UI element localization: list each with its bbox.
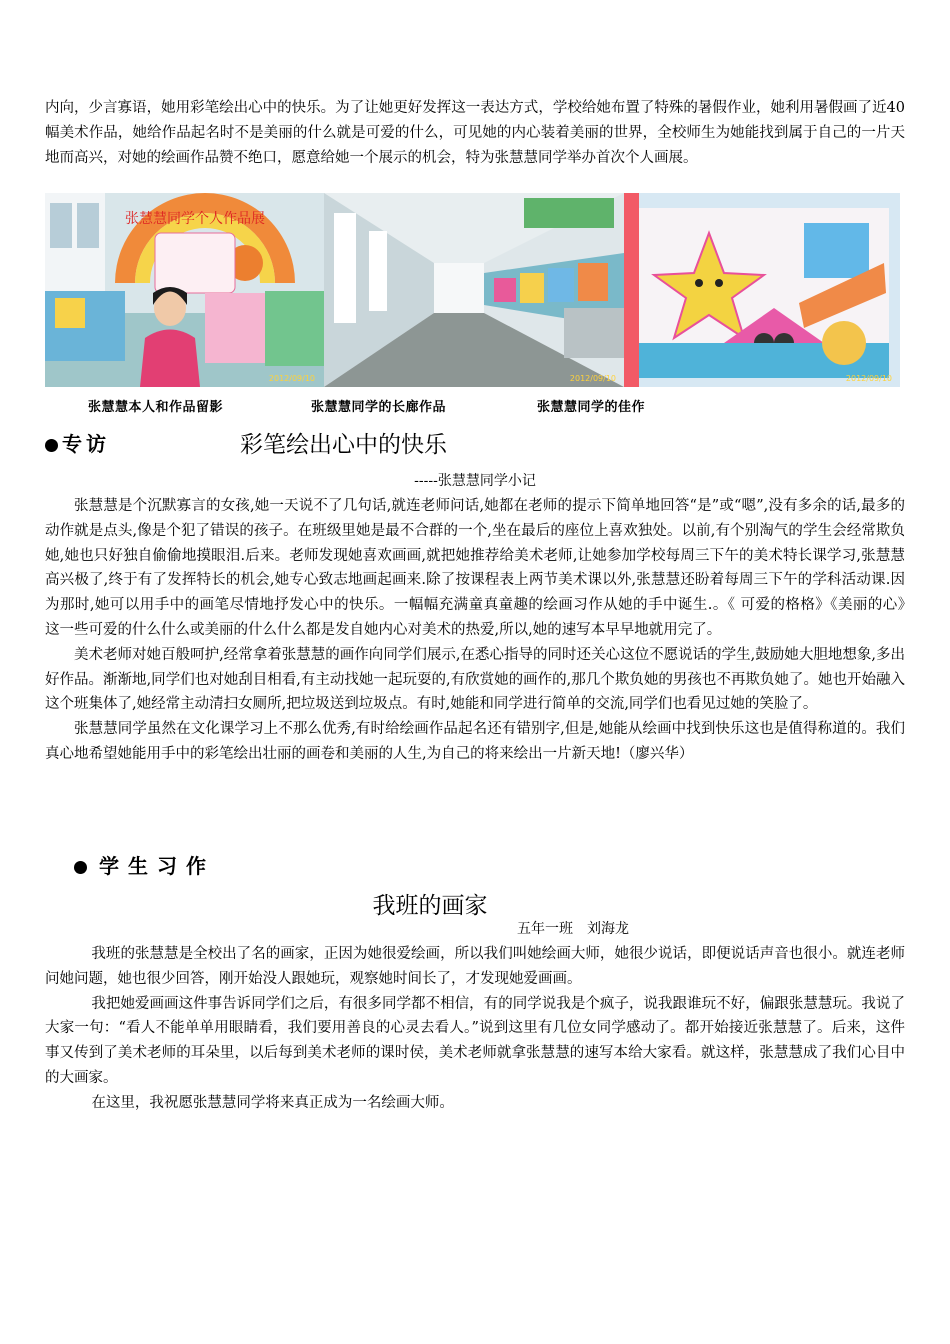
photo-corridor (324, 193, 624, 387)
essay-paragraph: 我把她爱画画这件事告诉同学们之后，有很多同学都不相信，有的同学说我是个疯子，说我跟谁玩不好，偏跟张慧慧玩。我说了大家一句：“看人不能单单用眼睛看，我们要用善良的心灵去看人。”说到这里有几位女同学感动了。都开始接近张慧慧了。后来，这件事又传到了美术老师的耳朵里，以后每到美术老师的课时侯，美术老师就拿张慧慧的速写本给大家看。就这样，张慧慧成了我们心目中的大画家。 (45, 995, 905, 1086)
intro-paragraph: 内向，少言寡语，她用彩笔绘出心中的快乐。为了让她更好发挥这一表达方式，学校给她布置了特殊的暑假作业，她利用暑假画了近40幅美术作品，她给作品起名时不是美丽的什么就是可爱的什么，可见她的内心装着美丽的世界，全校师生为她能找到属于自己的一片天地而高兴，对她的绘画作品赞不绝口，愿意给她一个展示的机会，特为张慧慧同学举办首次个人画展。 (45, 100, 905, 166)
photo-stamp: 2012/09/10 (569, 374, 616, 383)
bullet-icon (45, 439, 58, 452)
photo-caption: 张慧慧同学的佳作 (537, 400, 646, 415)
article-subtitle: -----张慧慧同学小记 (414, 473, 536, 489)
photo-strip (45, 193, 900, 387)
photo-stamp: 2012/09/10 (268, 374, 315, 383)
essay-paragraph: 在这里，我祝愿张慧慧同学将来真正成为一名绘画大师。 (91, 1094, 454, 1111)
photo-caption: 张慧慧同学的长廊作品 (311, 400, 447, 415)
section-heading-interview: 专访 (45, 428, 110, 457)
bullet-icon (74, 861, 87, 874)
article-title: 彩笔绘出心中的快乐 (240, 432, 447, 458)
photo-artwork (624, 193, 900, 387)
article-body (45, 494, 934, 767)
photo-girl-with-works (45, 193, 324, 387)
section-heading-student-work: 学生习作 (74, 850, 215, 879)
banner-text: 张慧慧同学个人作品展 (125, 211, 265, 227)
essay-paragraph: 我班的张慧慧是全校出了名的画家，正因为她很爱绘画，所以我们叫她绘画大师，她很少说话，即便说话声音也很小。就连老师问她问题，她也很少回答，刚开始没人跟她玩，观察她时间长了，才发现她爱画画。 (45, 946, 905, 987)
photo-caption: 张慧慧本人和作品留影 (88, 400, 224, 415)
essay-body (45, 942, 905, 1116)
article-paragraph: 张慧慧同学虽然在文化课学习上不那么优秀,有时给绘画作品起名还有错别字,但是,她能从绘画中找到快乐这也是值得称道的。我们真心地希望她能用手中的彩笔绘出壮丽的画卷和美丽的人生,为自己的将来绘出一片新天地!（廖兴华） (45, 721, 905, 762)
article-paragraph: 美术老师对她百般呵护,经常拿着张慧慧的画作向同学们展示,在悉心指导的同时还关心这位不愿说话的学生,鼓励她大胆地想象,多出好作品。渐渐地,同学们也对她刮目相看,有主动找她一起玩耍的,有欣赏她的画作的,那几个欺负她的男孩也不再欺负她了。她也开始融入这个班集体了,她经常主动清扫女厕所,把垃圾送到垃圾点。有时,她能和同学进行简单的交流,同学们也看见过她的笑脸了。 (45, 646, 905, 713)
photo-stamp: 2012/09/10 (845, 374, 892, 383)
article-paragraph: 张慧慧是个沉默寡言的女孩,她一天说不了几句话,就连老师问话,她都在老师的提示下简单地回答“是”或“嗯”,没有多余的话,最多的动作就是点头,像是个犯了错误的孩子。在班级里她是最不合群的一个,坐在最后的座位上喜欢独处。以前,有个别淘气的学生会经常欺负她,她也只好独自偷偷地摸眼泪.后来。老师发现她喜欢画画,就把她推荐给美术老师,让她参加学校每周三下午的美术特长课学习,张慧慧高兴极了,终于有了发挥特长的机会,她专心致志地画起画来.除了按课程表上两节美术课以外,张慧慧还盼着每周三下午的学科活动课.因为那时,她可以用手中的画笔尽情地抒发心中的快乐。一幅幅充满童真童趣的绘画习作从她的手中诞生.。《 可爱的格格》《美丽的心》 这一些可爱的什么什么或美丽的什么什么都是发自她内心对美术的热爱,所以,她的速写本早早地就用完了。 (45, 498, 934, 638)
essay-title: 我班的画家 (372, 893, 488, 919)
essay-byline: 五年一班 刘海龙 (517, 921, 629, 937)
